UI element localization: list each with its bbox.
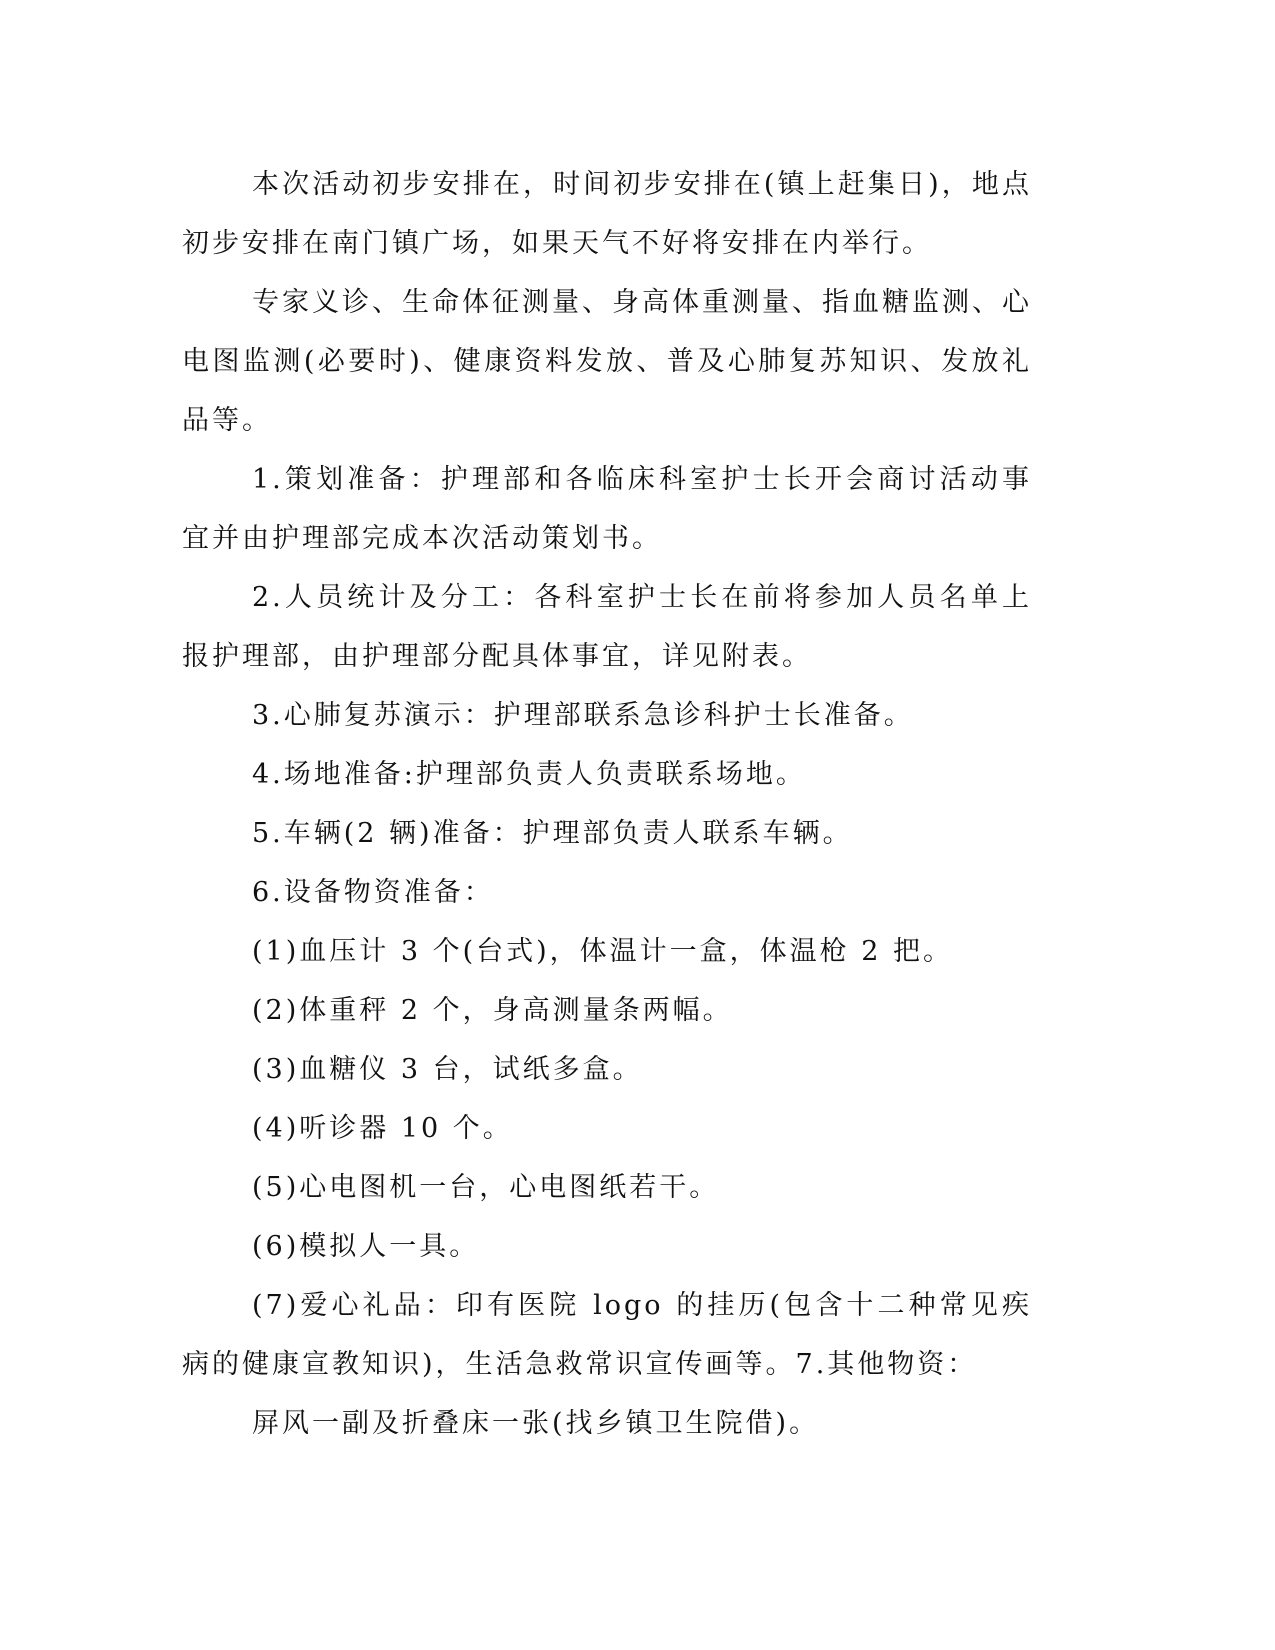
- paragraph-activity-content: 专家义诊、生命体征测量、身高体重测量、指血糖监测、心电图监测(必要时)、健康资料发放、普及心肺复苏知识、发放礼品等。: [182, 287, 1032, 436]
- paragraph-staff-division: 2.人员统计及分工：各科室护士长在前将参加人员名单上报护理部，由护理部分配具体事宜，详见附表。: [182, 582, 1032, 672]
- paragraph-activity-time-location: 本次活动初步安排在，时间初步安排在(镇上赶集日)，地点初步安排在南门镇广场，如果天气不好将安排在内举行。: [182, 169, 1032, 259]
- list-item-weight-scale: (2)体重秤 2 个，身高测量条两幅。: [252, 995, 733, 1026]
- list-item-blood-pressure: (1)血压计 3 个(台式)，体温计一盒，体温枪 2 把。: [252, 936, 953, 967]
- list-item-glucose-meter: (3)血糖仪 3 台，试纸多盒。: [252, 1054, 643, 1085]
- document-body: [182, 155, 1032, 1453]
- paragraph-vehicle-preparation: 5.车辆(2 辆)准备：护理部负责人联系车辆。: [252, 818, 853, 849]
- list-item-ecg-machine: (5)心电图机一台，心电图纸若干。: [252, 1172, 720, 1203]
- paragraph-venue-preparation: 4.场地准备:护理部负责人负责联系场地。: [252, 759, 806, 790]
- paragraph-screen-and-bed: 屏风一副及折叠床一张(找乡镇卫生院借)。: [252, 1408, 820, 1439]
- list-item-gifts: (7)爱心礼品：印有医院 logo 的挂历(包含十二种常见疾病的健康宣教知识)，生活急救常识宣传画等。7.其他物资：: [182, 1290, 1032, 1380]
- paragraph-equipment-preparation: 6.设备物资准备：: [252, 877, 494, 908]
- paragraph-cpr-demo: 3.心肺复苏演示：护理部联系急诊科护士长准备。: [252, 700, 914, 731]
- list-item-simulator: (6)模拟人一具。: [252, 1231, 480, 1262]
- paragraph-planning-preparation: 1.策划准备：护理部和各临床科室护士长开会商讨活动事宜并由护理部完成本次活动策划书。: [182, 464, 1032, 554]
- list-item-stethoscope: (4)听诊器 10 个。: [252, 1113, 513, 1144]
